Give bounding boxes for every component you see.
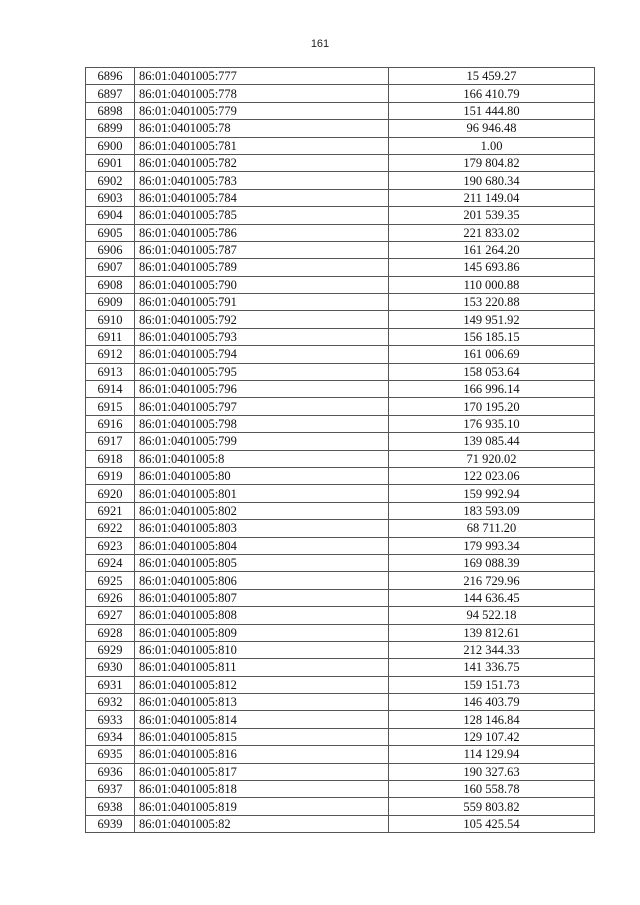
row-number-cell: 6905 bbox=[86, 224, 135, 241]
row-number-cell: 6924 bbox=[86, 554, 135, 571]
cadastral-number-cell: 86:01:0401005:818 bbox=[135, 781, 389, 798]
row-number-cell: 6906 bbox=[86, 241, 135, 258]
cadastral-number-cell: 86:01:0401005:811 bbox=[135, 659, 389, 676]
table-row bbox=[86, 154, 595, 171]
cadastral-number-cell: 86:01:0401005:792 bbox=[135, 311, 389, 328]
row-number-cell: 6900 bbox=[86, 137, 135, 154]
cadastral-value-cell: 122 023.06 bbox=[389, 467, 595, 484]
cadastral-number-cell: 86:01:0401005:779 bbox=[135, 102, 389, 119]
cadastral-value-cell: 212 344.33 bbox=[389, 641, 595, 658]
cadastral-value-cell: 169 088.39 bbox=[389, 554, 595, 571]
cadastral-value-cell: 151 444.80 bbox=[389, 102, 595, 119]
row-number-cell: 6899 bbox=[86, 120, 135, 137]
cadastral-number-cell: 86:01:0401005:777 bbox=[135, 68, 389, 85]
cadastral-number-cell: 86:01:0401005:784 bbox=[135, 189, 389, 206]
cadastral-number-cell: 86:01:0401005:790 bbox=[135, 276, 389, 293]
table-row bbox=[86, 450, 595, 467]
table-row bbox=[86, 311, 595, 328]
row-number-cell: 6915 bbox=[86, 398, 135, 415]
table-row bbox=[86, 294, 595, 311]
cadastral-number-cell: 86:01:0401005:801 bbox=[135, 485, 389, 502]
table-row bbox=[86, 381, 595, 398]
table-row bbox=[86, 415, 595, 432]
cadastral-value-cell: 160 558.78 bbox=[389, 781, 595, 798]
table-row bbox=[86, 433, 595, 450]
table-row bbox=[86, 398, 595, 415]
row-number-cell: 6917 bbox=[86, 433, 135, 450]
cadastral-value-cell: 159 151.73 bbox=[389, 676, 595, 693]
row-number-cell: 6929 bbox=[86, 641, 135, 658]
cadastral-number-cell: 86:01:0401005:783 bbox=[135, 172, 389, 189]
cadastral-number-cell: 86:01:0401005:807 bbox=[135, 589, 389, 606]
row-number-cell: 6937 bbox=[86, 781, 135, 798]
row-number-cell: 6896 bbox=[86, 68, 135, 85]
cadastral-number-cell: 86:01:0401005:797 bbox=[135, 398, 389, 415]
cadastral-number-cell: 86:01:0401005:795 bbox=[135, 363, 389, 380]
cadastral-number-cell: 86:01:0401005:817 bbox=[135, 763, 389, 780]
cadastral-value-cell: 146 403.79 bbox=[389, 694, 595, 711]
row-number-cell: 6925 bbox=[86, 572, 135, 589]
row-number-cell: 6904 bbox=[86, 207, 135, 224]
table-row bbox=[86, 694, 595, 711]
cadastral-number-cell: 86:01:0401005:806 bbox=[135, 572, 389, 589]
table-row bbox=[86, 659, 595, 676]
cadastral-number-cell: 86:01:0401005:798 bbox=[135, 415, 389, 432]
cadastral-value-cell: 129 107.42 bbox=[389, 728, 595, 745]
cadastral-value-cell: 149 951.92 bbox=[389, 311, 595, 328]
cadastral-value-cell: 94 522.18 bbox=[389, 607, 595, 624]
table-row bbox=[86, 102, 595, 119]
row-number-cell: 6939 bbox=[86, 815, 135, 832]
cadastral-number-cell: 86:01:0401005:805 bbox=[135, 554, 389, 571]
row-number-cell: 6902 bbox=[86, 172, 135, 189]
table-row bbox=[86, 554, 595, 571]
table-row bbox=[86, 607, 595, 624]
table-row bbox=[86, 172, 595, 189]
table-row bbox=[86, 276, 595, 293]
cadastral-number-cell: 86:01:0401005:803 bbox=[135, 520, 389, 537]
cadastral-number-cell: 86:01:0401005:8 bbox=[135, 450, 389, 467]
cadastral-value-cell: 145 693.86 bbox=[389, 259, 595, 276]
cadastral-number-cell: 86:01:0401005:804 bbox=[135, 537, 389, 554]
row-number-cell: 6907 bbox=[86, 259, 135, 276]
row-number-cell: 6936 bbox=[86, 763, 135, 780]
cadastral-number-cell: 86:01:0401005:815 bbox=[135, 728, 389, 745]
cadastral-number-cell: 86:01:0401005:799 bbox=[135, 433, 389, 450]
cadastral-number-cell: 86:01:0401005:796 bbox=[135, 381, 389, 398]
table-row bbox=[86, 189, 595, 206]
cadastral-value-cell: 166 410.79 bbox=[389, 85, 595, 102]
table-row bbox=[86, 120, 595, 137]
row-number-cell: 6935 bbox=[86, 746, 135, 763]
table-row bbox=[86, 641, 595, 658]
cadastral-number-cell: 86:01:0401005:802 bbox=[135, 502, 389, 519]
cadastral-value-cell: 159 992.94 bbox=[389, 485, 595, 502]
cadastral-value-cell: 139 085.44 bbox=[389, 433, 595, 450]
row-number-cell: 6897 bbox=[86, 85, 135, 102]
table-row bbox=[86, 207, 595, 224]
cadastral-value-cell: 166 996.14 bbox=[389, 381, 595, 398]
row-number-cell: 6933 bbox=[86, 711, 135, 728]
row-number-cell: 6918 bbox=[86, 450, 135, 467]
cadastral-value-cell: 176 935.10 bbox=[389, 415, 595, 432]
row-number-cell: 6927 bbox=[86, 607, 135, 624]
page-number: 161 bbox=[310, 38, 330, 50]
cadastral-value-cell: 1.00 bbox=[389, 137, 595, 154]
table-row bbox=[86, 746, 595, 763]
cadastral-value-cell: 170 195.20 bbox=[389, 398, 595, 415]
table-row bbox=[86, 485, 595, 502]
cadastral-value-cell: 161 006.69 bbox=[389, 346, 595, 363]
table-row bbox=[86, 241, 595, 258]
cadastral-value-cell: 105 425.54 bbox=[389, 815, 595, 832]
cadastral-value-cell: 96 946.48 bbox=[389, 120, 595, 137]
cadastral-value-table bbox=[85, 67, 595, 833]
row-number-cell: 6914 bbox=[86, 381, 135, 398]
cadastral-value-cell: 153 220.88 bbox=[389, 294, 595, 311]
cadastral-value-cell: 110 000.88 bbox=[389, 276, 595, 293]
cadastral-value-cell: 190 680.34 bbox=[389, 172, 595, 189]
cadastral-number-cell: 86:01:0401005:789 bbox=[135, 259, 389, 276]
row-number-cell: 6898 bbox=[86, 102, 135, 119]
cadastral-number-cell: 86:01:0401005:810 bbox=[135, 641, 389, 658]
table-body bbox=[86, 68, 595, 833]
cadastral-value-cell: 68 711.20 bbox=[389, 520, 595, 537]
table-row bbox=[86, 624, 595, 641]
table-row bbox=[86, 711, 595, 728]
row-number-cell: 6901 bbox=[86, 154, 135, 171]
cadastral-number-cell: 86:01:0401005:785 bbox=[135, 207, 389, 224]
row-number-cell: 6923 bbox=[86, 537, 135, 554]
row-number-cell: 6909 bbox=[86, 294, 135, 311]
row-number-cell: 6921 bbox=[86, 502, 135, 519]
cadastral-value-cell: 179 804.82 bbox=[389, 154, 595, 171]
cadastral-number-cell: 86:01:0401005:791 bbox=[135, 294, 389, 311]
cadastral-value-cell: 211 149.04 bbox=[389, 189, 595, 206]
row-number-cell: 6916 bbox=[86, 415, 135, 432]
cadastral-number-cell: 86:01:0401005:809 bbox=[135, 624, 389, 641]
table-row bbox=[86, 815, 595, 832]
table-row bbox=[86, 137, 595, 154]
cadastral-value-cell: 114 129.94 bbox=[389, 746, 595, 763]
table-row bbox=[86, 68, 595, 85]
row-number-cell: 6911 bbox=[86, 328, 135, 345]
cadastral-number-cell: 86:01:0401005:793 bbox=[135, 328, 389, 345]
cadastral-number-cell: 86:01:0401005:787 bbox=[135, 241, 389, 258]
cadastral-number-cell: 86:01:0401005:778 bbox=[135, 85, 389, 102]
cadastral-value-cell: 156 185.15 bbox=[389, 328, 595, 345]
cadastral-number-cell: 86:01:0401005:814 bbox=[135, 711, 389, 728]
cadastral-number-cell: 86:01:0401005:812 bbox=[135, 676, 389, 693]
cadastral-value-cell: 15 459.27 bbox=[389, 68, 595, 85]
cadastral-value-cell: 144 636.45 bbox=[389, 589, 595, 606]
cadastral-value-cell: 141 336.75 bbox=[389, 659, 595, 676]
table-row bbox=[86, 763, 595, 780]
row-number-cell: 6931 bbox=[86, 676, 135, 693]
cadastral-value-cell: 201 539.35 bbox=[389, 207, 595, 224]
table-row bbox=[86, 502, 595, 519]
table-row bbox=[86, 676, 595, 693]
cadastral-number-cell: 86:01:0401005:82 bbox=[135, 815, 389, 832]
cadastral-number-cell: 86:01:0401005:808 bbox=[135, 607, 389, 624]
row-number-cell: 6930 bbox=[86, 659, 135, 676]
cadastral-value-cell: 216 729.96 bbox=[389, 572, 595, 589]
cadastral-number-cell: 86:01:0401005:813 bbox=[135, 694, 389, 711]
cadastral-value-cell: 221 833.02 bbox=[389, 224, 595, 241]
table-row bbox=[86, 589, 595, 606]
cadastral-number-cell: 86:01:0401005:782 bbox=[135, 154, 389, 171]
cadastral-value-cell: 179 993.34 bbox=[389, 537, 595, 554]
cadastral-value-cell: 71 920.02 bbox=[389, 450, 595, 467]
cadastral-value-cell: 559 803.82 bbox=[389, 798, 595, 815]
row-number-cell: 6919 bbox=[86, 467, 135, 484]
cadastral-value-cell: 158 053.64 bbox=[389, 363, 595, 380]
table-row bbox=[86, 781, 595, 798]
table-row bbox=[86, 328, 595, 345]
table-row bbox=[86, 520, 595, 537]
row-number-cell: 6926 bbox=[86, 589, 135, 606]
table-row bbox=[86, 224, 595, 241]
row-number-cell: 6934 bbox=[86, 728, 135, 745]
cadastral-value-cell: 190 327.63 bbox=[389, 763, 595, 780]
row-number-cell: 6920 bbox=[86, 485, 135, 502]
table-row bbox=[86, 537, 595, 554]
cadastral-number-cell: 86:01:0401005:78 bbox=[135, 120, 389, 137]
cadastral-value-cell: 161 264.20 bbox=[389, 241, 595, 258]
row-number-cell: 6913 bbox=[86, 363, 135, 380]
cadastral-number-cell: 86:01:0401005:816 bbox=[135, 746, 389, 763]
cadastral-number-cell: 86:01:0401005:781 bbox=[135, 137, 389, 154]
cadastral-number-cell: 86:01:0401005:794 bbox=[135, 346, 389, 363]
row-number-cell: 6910 bbox=[86, 311, 135, 328]
table-row bbox=[86, 467, 595, 484]
table-row bbox=[86, 85, 595, 102]
row-number-cell: 6903 bbox=[86, 189, 135, 206]
cadastral-value-cell: 139 812.61 bbox=[389, 624, 595, 641]
table-row bbox=[86, 798, 595, 815]
row-number-cell: 6932 bbox=[86, 694, 135, 711]
cadastral-number-cell: 86:01:0401005:80 bbox=[135, 467, 389, 484]
cadastral-value-cell: 128 146.84 bbox=[389, 711, 595, 728]
table-row bbox=[86, 363, 595, 380]
cadastral-number-cell: 86:01:0401005:786 bbox=[135, 224, 389, 241]
cadastral-number-cell: 86:01:0401005:819 bbox=[135, 798, 389, 815]
row-number-cell: 6928 bbox=[86, 624, 135, 641]
table-row bbox=[86, 346, 595, 363]
row-number-cell: 6938 bbox=[86, 798, 135, 815]
table-row bbox=[86, 728, 595, 745]
table-row bbox=[86, 259, 595, 276]
table-row bbox=[86, 572, 595, 589]
cadastral-value-cell: 183 593.09 bbox=[389, 502, 595, 519]
row-number-cell: 6912 bbox=[86, 346, 135, 363]
row-number-cell: 6908 bbox=[86, 276, 135, 293]
row-number-cell: 6922 bbox=[86, 520, 135, 537]
